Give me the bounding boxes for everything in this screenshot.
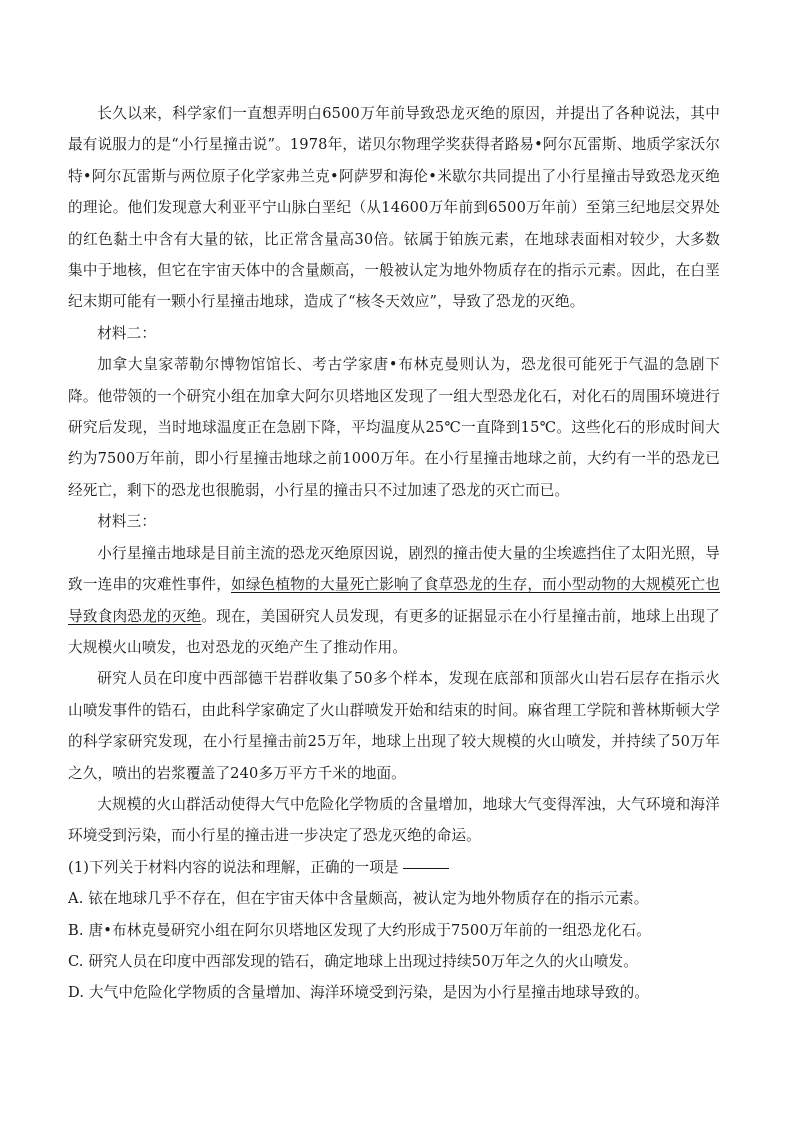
heading-material-three: 材料三： [97,513,157,531]
heading-material-two: 材料二： [97,324,157,342]
question-stem [68,852,720,883]
passage [68,98,720,1009]
option-d: D. 大气中危险化学物质的含量增加、海洋环境受到污染，是因为小行星撞击地球导致的。 [68,984,650,1002]
paragraph-material-one: 长久以来，科学家们一直想弄明白6500万年前导致恐龙灭绝的原因，并提出了各种说法，其中最有说服力的是“小行星撞击说”。1978年，诺贝尔物理学奖获得者路易•阿尔瓦雷斯、地质学家沃尔特•阿尔瓦雷斯与两位原子化学家弗兰克•阿萨罗和海伦•米歇尔共同提出了小行星撞击导致恐龙灭绝的理论。他们发现意大利亚平宁山脉白垩纪（从14600万年前到6500万年前）至第三纪地层交界处的红色黏土中含有大量的铱，比正常含量高30倍。铱属于铂族元素，在地球表面相对较少，大多数集中于地核，但它在宇宙天体中的含量颇高，一般被认定为地外物质存在的指示元素。因此，在白垩纪末期可能有一颗小行星撞击地球，造成了“核冬天效应”，导致了恐龙的灭绝。 [68,105,720,311]
option-c: C. 研究人员在印度中西部发现的锆石，确定地球上出现过持续50万年之久的火山喷发。 [68,952,639,970]
paragraph-text: 。现在，美国研究人员发现，有更多的证据显示在小行星撞击前，地球上出现了大规模火山喷发，也对恐龙的灭绝产生了推动作用。 [68,607,720,656]
question-text: (1)下列关于材料内容的说法和理解，正确的一项是 [68,858,399,876]
underlined-sentence: 如绿色植物的大量死亡影响了食草恐龙的生存，而小型动物的大规模死亡也导致食肉恐龙的灭绝 [68,576,721,625]
option-a: A. 铱在地球几乎不存在，但在宇宙天体中含量颇高，被认定为地外物质存在的指示元素。 [68,890,649,908]
paragraph-text: 小行星撞击地球是目前主流的恐龙灭绝原因说，剧烈的撞击使大量的尘埃遮挡住了太阳光照，导致一连串的灾难性事件， [68,544,720,594]
answer-blank[interactable] [403,867,449,869]
paragraph-material-two: 加拿大皇家蒂勒尔博物馆馆长、考古学家唐•布林克曼则认为，恐龙很可能死于气温的急剧下降。他带领的一个研究小组在加拿大阿尔贝塔地区发现了一组大型恐龙化石，对化石的周围环境进行研究后发现，当时地球温度正在急剧下降，平均温度从25℃一直降到15℃。这些化石的形成时间大约为7500万年前，即小行星撞击地球之前1000万年。在小行星撞击地球之前，大约有一半的恐龙已经死亡，剩下的恐龙也很脆弱，小行星的撞击只不过加速了恐龙的灭亡而已。 [68,356,720,499]
paragraph-research: 研究人员在印度中西部德干岩群收集了50多个样本，发现在底部和顶部火山岩石层存在指示火山喷发事件的锆石，由此科学家确定了火山群喷发开始和结束的时间。麻省理工学院和普林斯顿大学的科学家研究发现，在小行星撞击前25万年，地球上出现了较大规模的火山喷发，并持续了50万年之久，喷出的岩浆覆盖了240多万平方千米的地面。 [68,670,720,782]
paragraph-material-three [68,538,720,664]
option-b: B. 唐•布林克曼研究小组在阿尔贝塔地区发现了大约形成于7500万年前的一组恐龙化石。 [68,921,651,939]
paragraph-volcano: 大规模的火山群活动使得大气中危险化学物质的含量增加，地球大气变得浑浊，大气环境和海洋环境受到污染，而小行星的撞击进一步决定了恐龙灭绝的命运。 [68,795,720,845]
